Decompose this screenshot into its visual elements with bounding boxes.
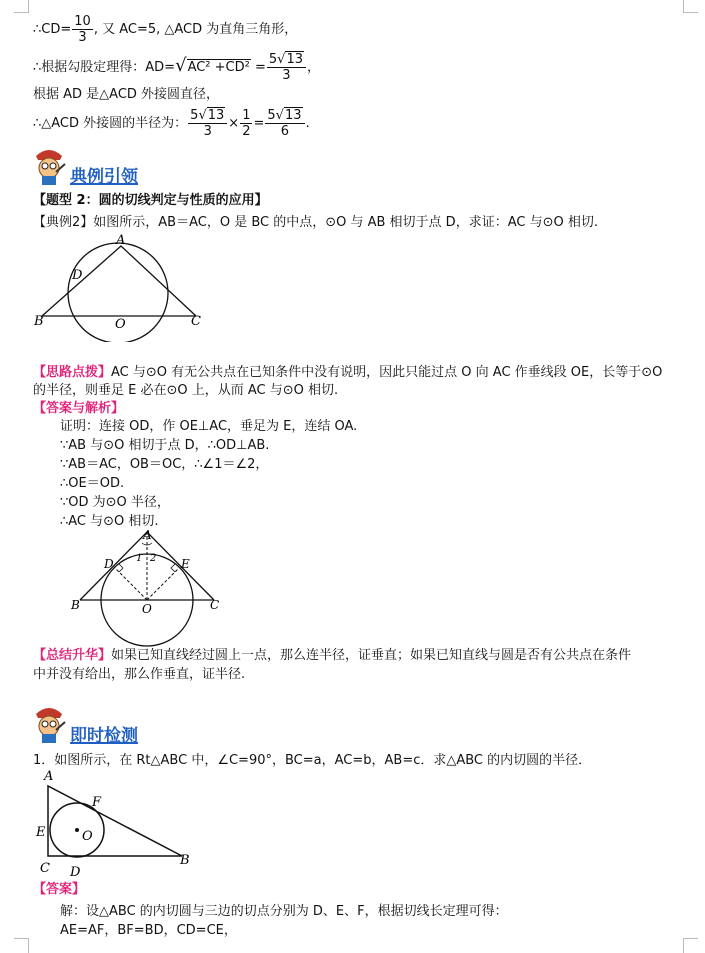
line1-post: , 又 AC=5, △ACD 为直角三角形， <box>93 22 298 37</box>
fraction-result <box>265 108 304 139</box>
mascot-icon <box>32 704 66 744</box>
label-a: A <box>44 769 54 784</box>
question-1: 1．如图所示，在 Rt△ABC 中，∠C=90°，BC=a，AC=b，AB=c．求△ABC 的内切圆的半径． <box>33 753 592 768</box>
frac-num: 5√13 <box>188 108 227 124</box>
root: 13 <box>284 108 302 123</box>
hint-label: 【思路点拨】 <box>33 365 112 380</box>
segment-oe <box>147 568 179 600</box>
label-angle-1: 1 <box>136 553 143 564</box>
solution-line-2: AE=AF，BF=BD，CD=CE， <box>60 923 237 938</box>
period: . <box>305 116 310 131</box>
triangle-abc <box>48 786 182 856</box>
fraction-half <box>240 108 252 139</box>
frac-num: 5√13 <box>265 108 304 124</box>
derivation-line-4 <box>33 108 310 139</box>
derivation-line-3 <box>33 86 219 104</box>
frac-num: 5√13 <box>267 52 306 68</box>
proof-line-3: ∵AB＝AC，OB＝OC，∴∠1＝∠2， <box>60 457 269 472</box>
label-d: D <box>104 557 114 571</box>
hint-text-1: AC 与⊙O 有无公共点在已知条件中没有说明，因此只能过点 O 向 AC 作垂线段 OE，长等于⊙O <box>111 365 663 380</box>
answer-label-2: 【答案】 <box>33 882 86 897</box>
label-c: C <box>210 598 220 612</box>
derivation-line-1 <box>33 14 297 45</box>
coef: 5 <box>268 52 278 67</box>
equals: = <box>253 116 265 131</box>
label-b: B <box>71 598 80 612</box>
line1-pre: ∴CD= <box>33 22 72 37</box>
root: 13 <box>286 52 303 67</box>
type-title: 【题型 2：圆的切线判定与性质的应用】 <box>33 193 268 208</box>
proof-line-5: ∵OD 为⊙O 半径， <box>60 495 170 510</box>
line2-post: ， <box>307 60 321 75</box>
times: × <box>228 116 240 131</box>
fraction-10-3 <box>72 14 93 45</box>
label-d: D <box>72 268 83 283</box>
label-e: E <box>181 557 190 571</box>
line3-text: 根据 AD 是△ACD 外接圆直径， <box>33 87 220 102</box>
label-f: F <box>92 795 102 810</box>
page-corner-top-right <box>683 0 698 13</box>
page-corner-top-left <box>14 0 29 13</box>
example-statement: 【典例2】如图所示，AB＝AC，O 是 BC 的中点，⊙O 与 AB 相切于点 D，求证：AC 与⊙O 相切. <box>33 215 598 230</box>
radicand: AC² +CD² <box>187 60 250 75</box>
label-a: A <box>116 233 126 248</box>
frac-den: 3 <box>282 68 291 83</box>
label-d: D <box>70 865 81 880</box>
summary-line-2: 中并没有给出，那么作垂直，证半径. <box>33 667 246 682</box>
label-c: C <box>191 314 201 329</box>
frac-den: 2 <box>242 124 251 139</box>
line4-pre: ∴△ACD 外接圆的半径为： <box>33 116 188 131</box>
section-heading-quick-check: 即时检测 <box>70 726 138 746</box>
line2-pre: ∴根据勾股定理得：AD= <box>33 60 176 75</box>
fraction-a <box>188 108 227 139</box>
coef: 5 <box>190 108 199 123</box>
summary-label: 【总结升华】 <box>33 648 112 663</box>
root: 13 <box>207 108 225 123</box>
coef: 5 <box>267 108 276 123</box>
triangle-sides <box>42 246 196 316</box>
line2-eq: = <box>250 60 266 75</box>
proof-line-1: 证明：连接 OD，作 OE⊥AC，垂足为 E，连结 OA. <box>60 419 358 434</box>
proof-line-2: ∵AB 与⊙O 相切于点 D，∴OD⊥AB. <box>60 438 270 453</box>
label-o: O <box>115 317 126 332</box>
segment-od <box>115 568 147 600</box>
right-angle-d <box>119 564 123 572</box>
proof-line-6: ∴AC 与⊙O 相切. <box>60 514 159 529</box>
solution-line-1: 解：设△ABC 的内切圆与三边的切点分别为 D、E、F，根据切线长定理可得： <box>60 904 508 919</box>
figure-3 <box>32 768 197 880</box>
right-angle-e <box>171 564 175 572</box>
hint-line-1 <box>33 364 662 382</box>
mascot-icon <box>32 146 66 186</box>
summary-text-1: 如果已知直线经过圆上一点，那么连半径，证垂直；如果已知直线与圆是否有公共点在条件 <box>111 648 632 663</box>
frac-num: 1 <box>242 108 251 123</box>
summary-line-1 <box>33 647 631 665</box>
derivation-line-2 <box>33 52 320 83</box>
label-a: A <box>143 528 152 542</box>
frac-den: 6 <box>280 124 290 139</box>
section-heading-examples: 典例引领 <box>70 167 138 187</box>
proof-line-4: ∴OE＝OD. <box>60 476 125 491</box>
label-o: O <box>142 602 152 616</box>
fraction-5root13-3 <box>267 52 306 83</box>
figure-1 <box>30 232 210 342</box>
label-b: B <box>34 314 44 329</box>
frac-num: 10 <box>74 14 91 29</box>
figure-2 <box>68 527 228 649</box>
frac-den: 3 <box>78 30 87 45</box>
label-o: O <box>82 829 93 844</box>
label-angle-2: 2 <box>150 553 157 564</box>
label-c: C <box>40 861 50 876</box>
answer-label: 【答案与解析】 <box>33 401 125 416</box>
hint-line-2: 的半径，则垂足 E 必在⊙O 上，从而 AC 与⊙O 相切. <box>33 383 339 398</box>
center-dot <box>75 828 79 832</box>
label-e: E <box>36 825 46 840</box>
radical-sign: √ <box>175 55 187 76</box>
label-b: B <box>180 853 190 868</box>
frac-den: 3 <box>203 124 212 139</box>
